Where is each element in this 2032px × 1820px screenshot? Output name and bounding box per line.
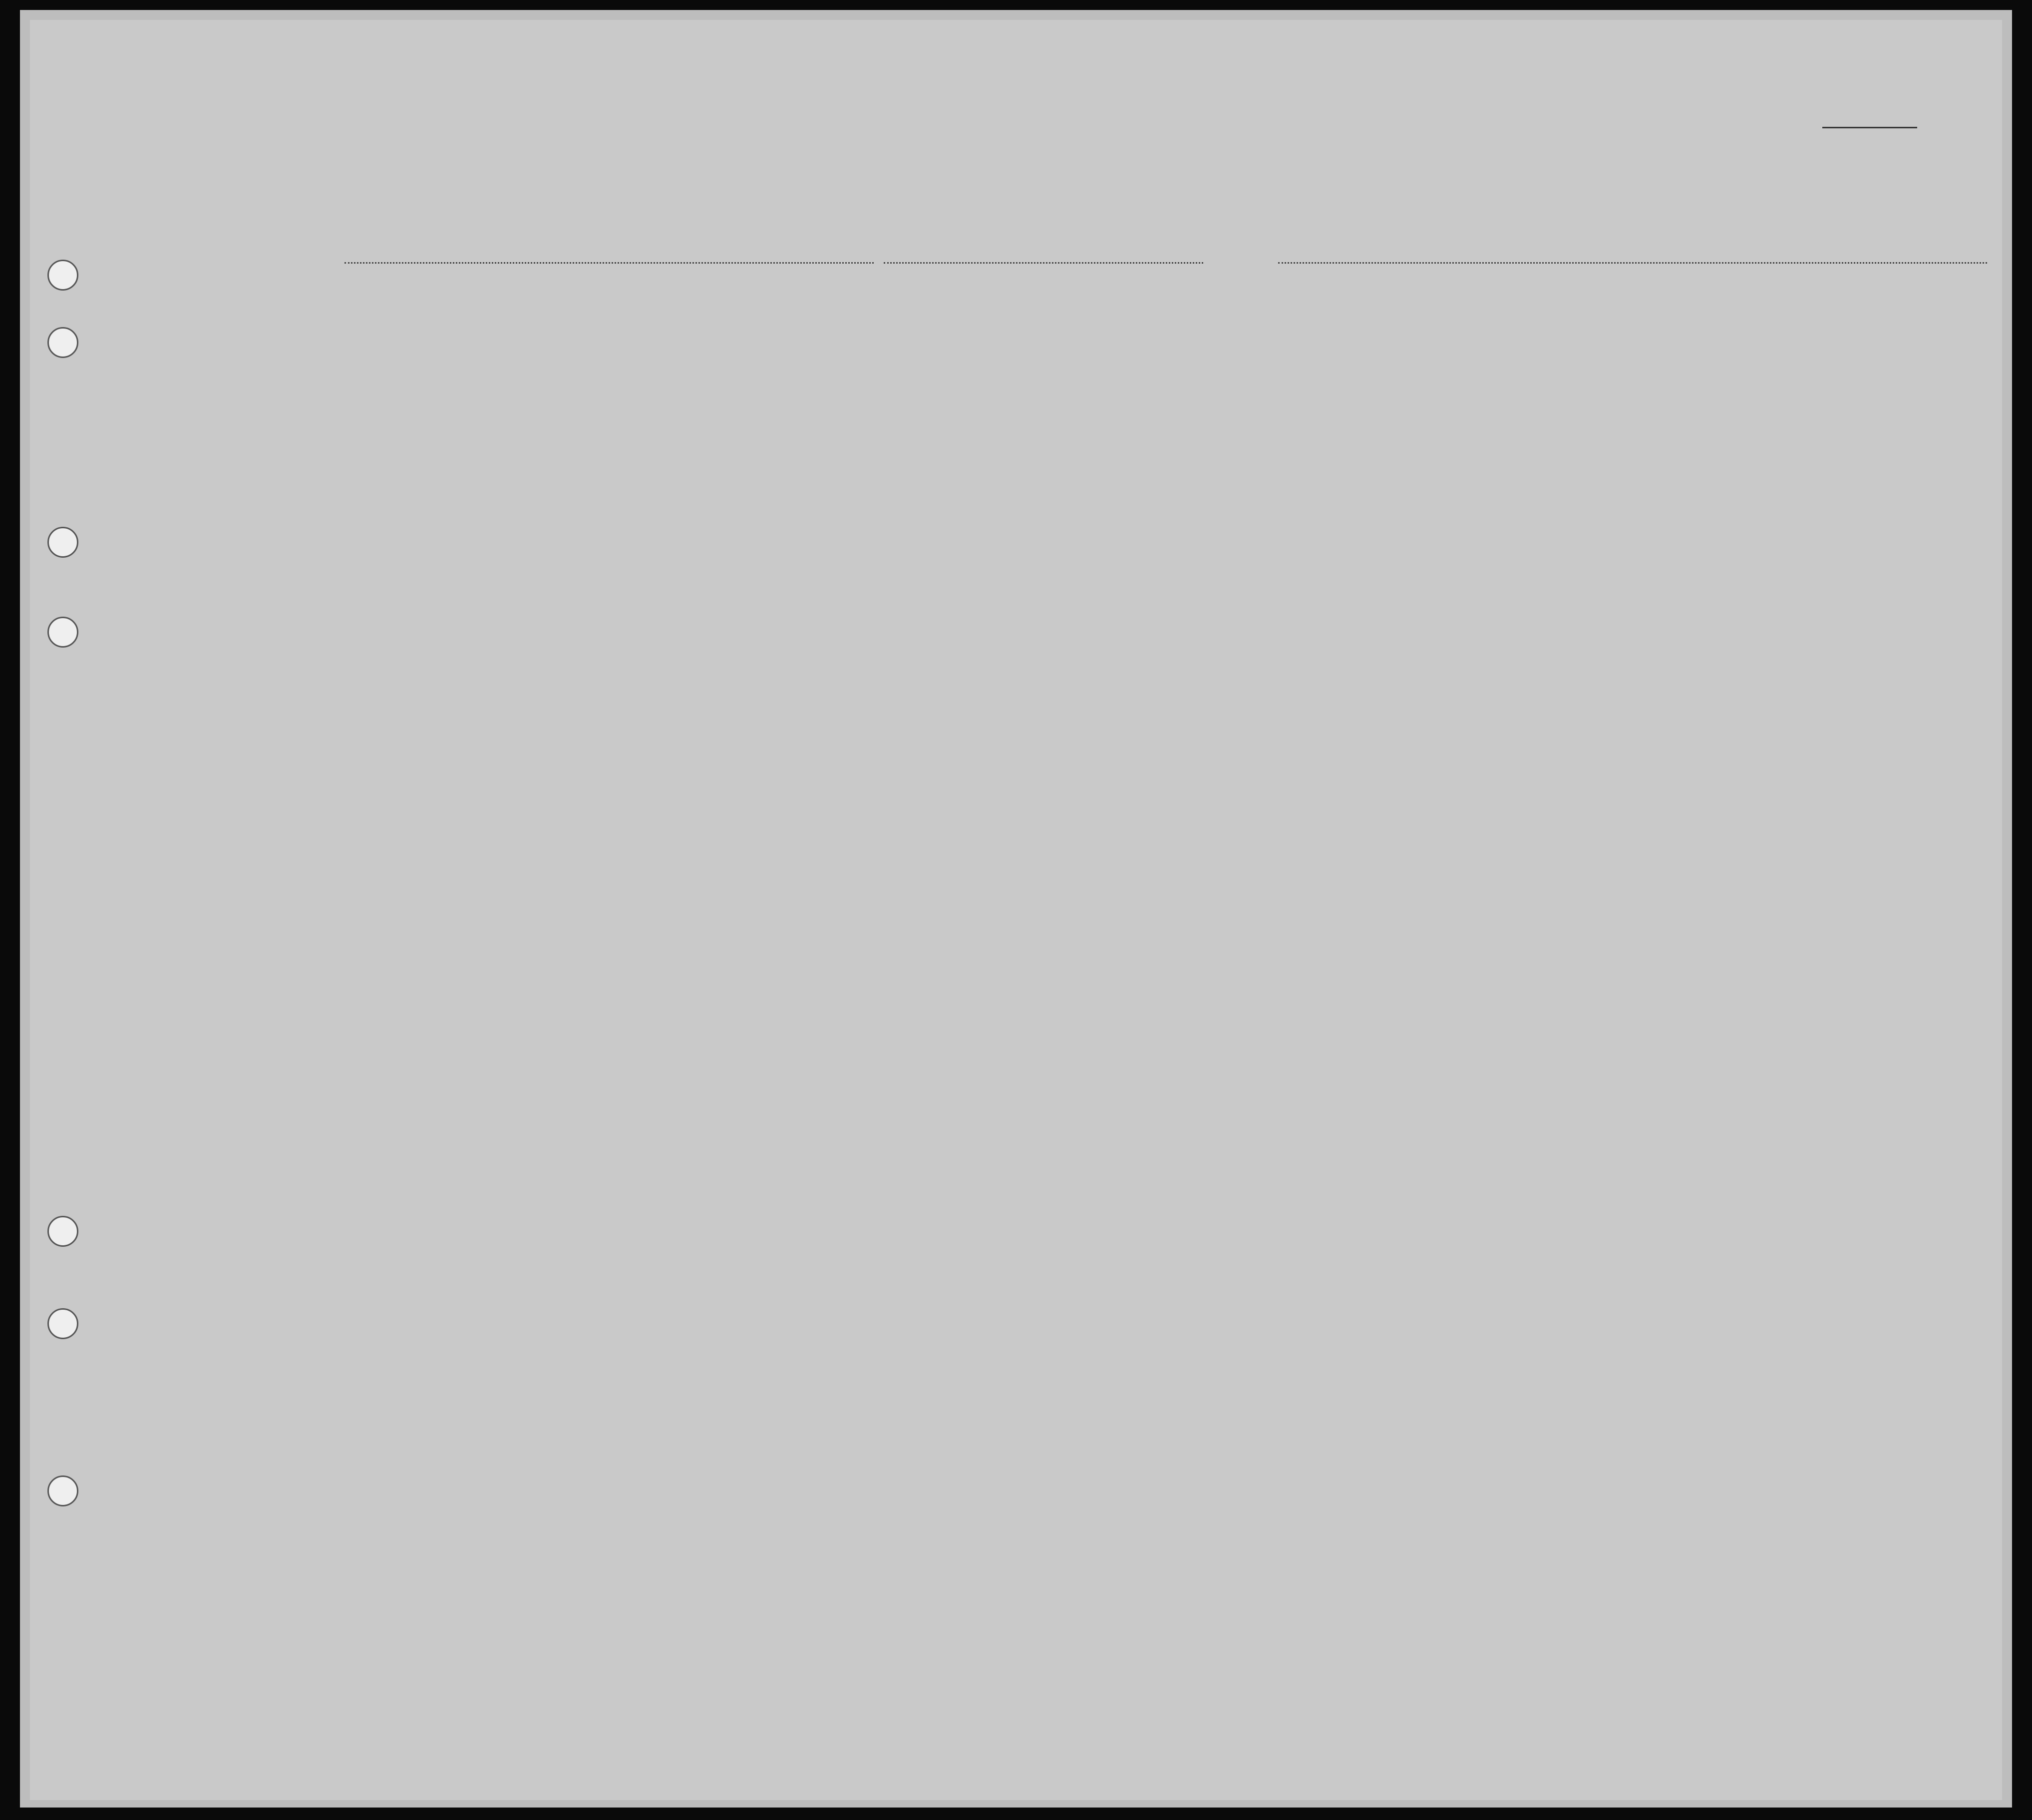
header-q28 (1388, 325, 1428, 449)
header-purpose-sub2 (1213, 350, 1233, 449)
header-prison (1293, 325, 1323, 449)
header-purpose-sub3 (1243, 350, 1268, 449)
header-q31 (1500, 325, 1515, 449)
header-purpose-sub1 (1173, 350, 1203, 449)
header-q30 (1477, 325, 1492, 449)
header-q29 (1438, 325, 1468, 449)
